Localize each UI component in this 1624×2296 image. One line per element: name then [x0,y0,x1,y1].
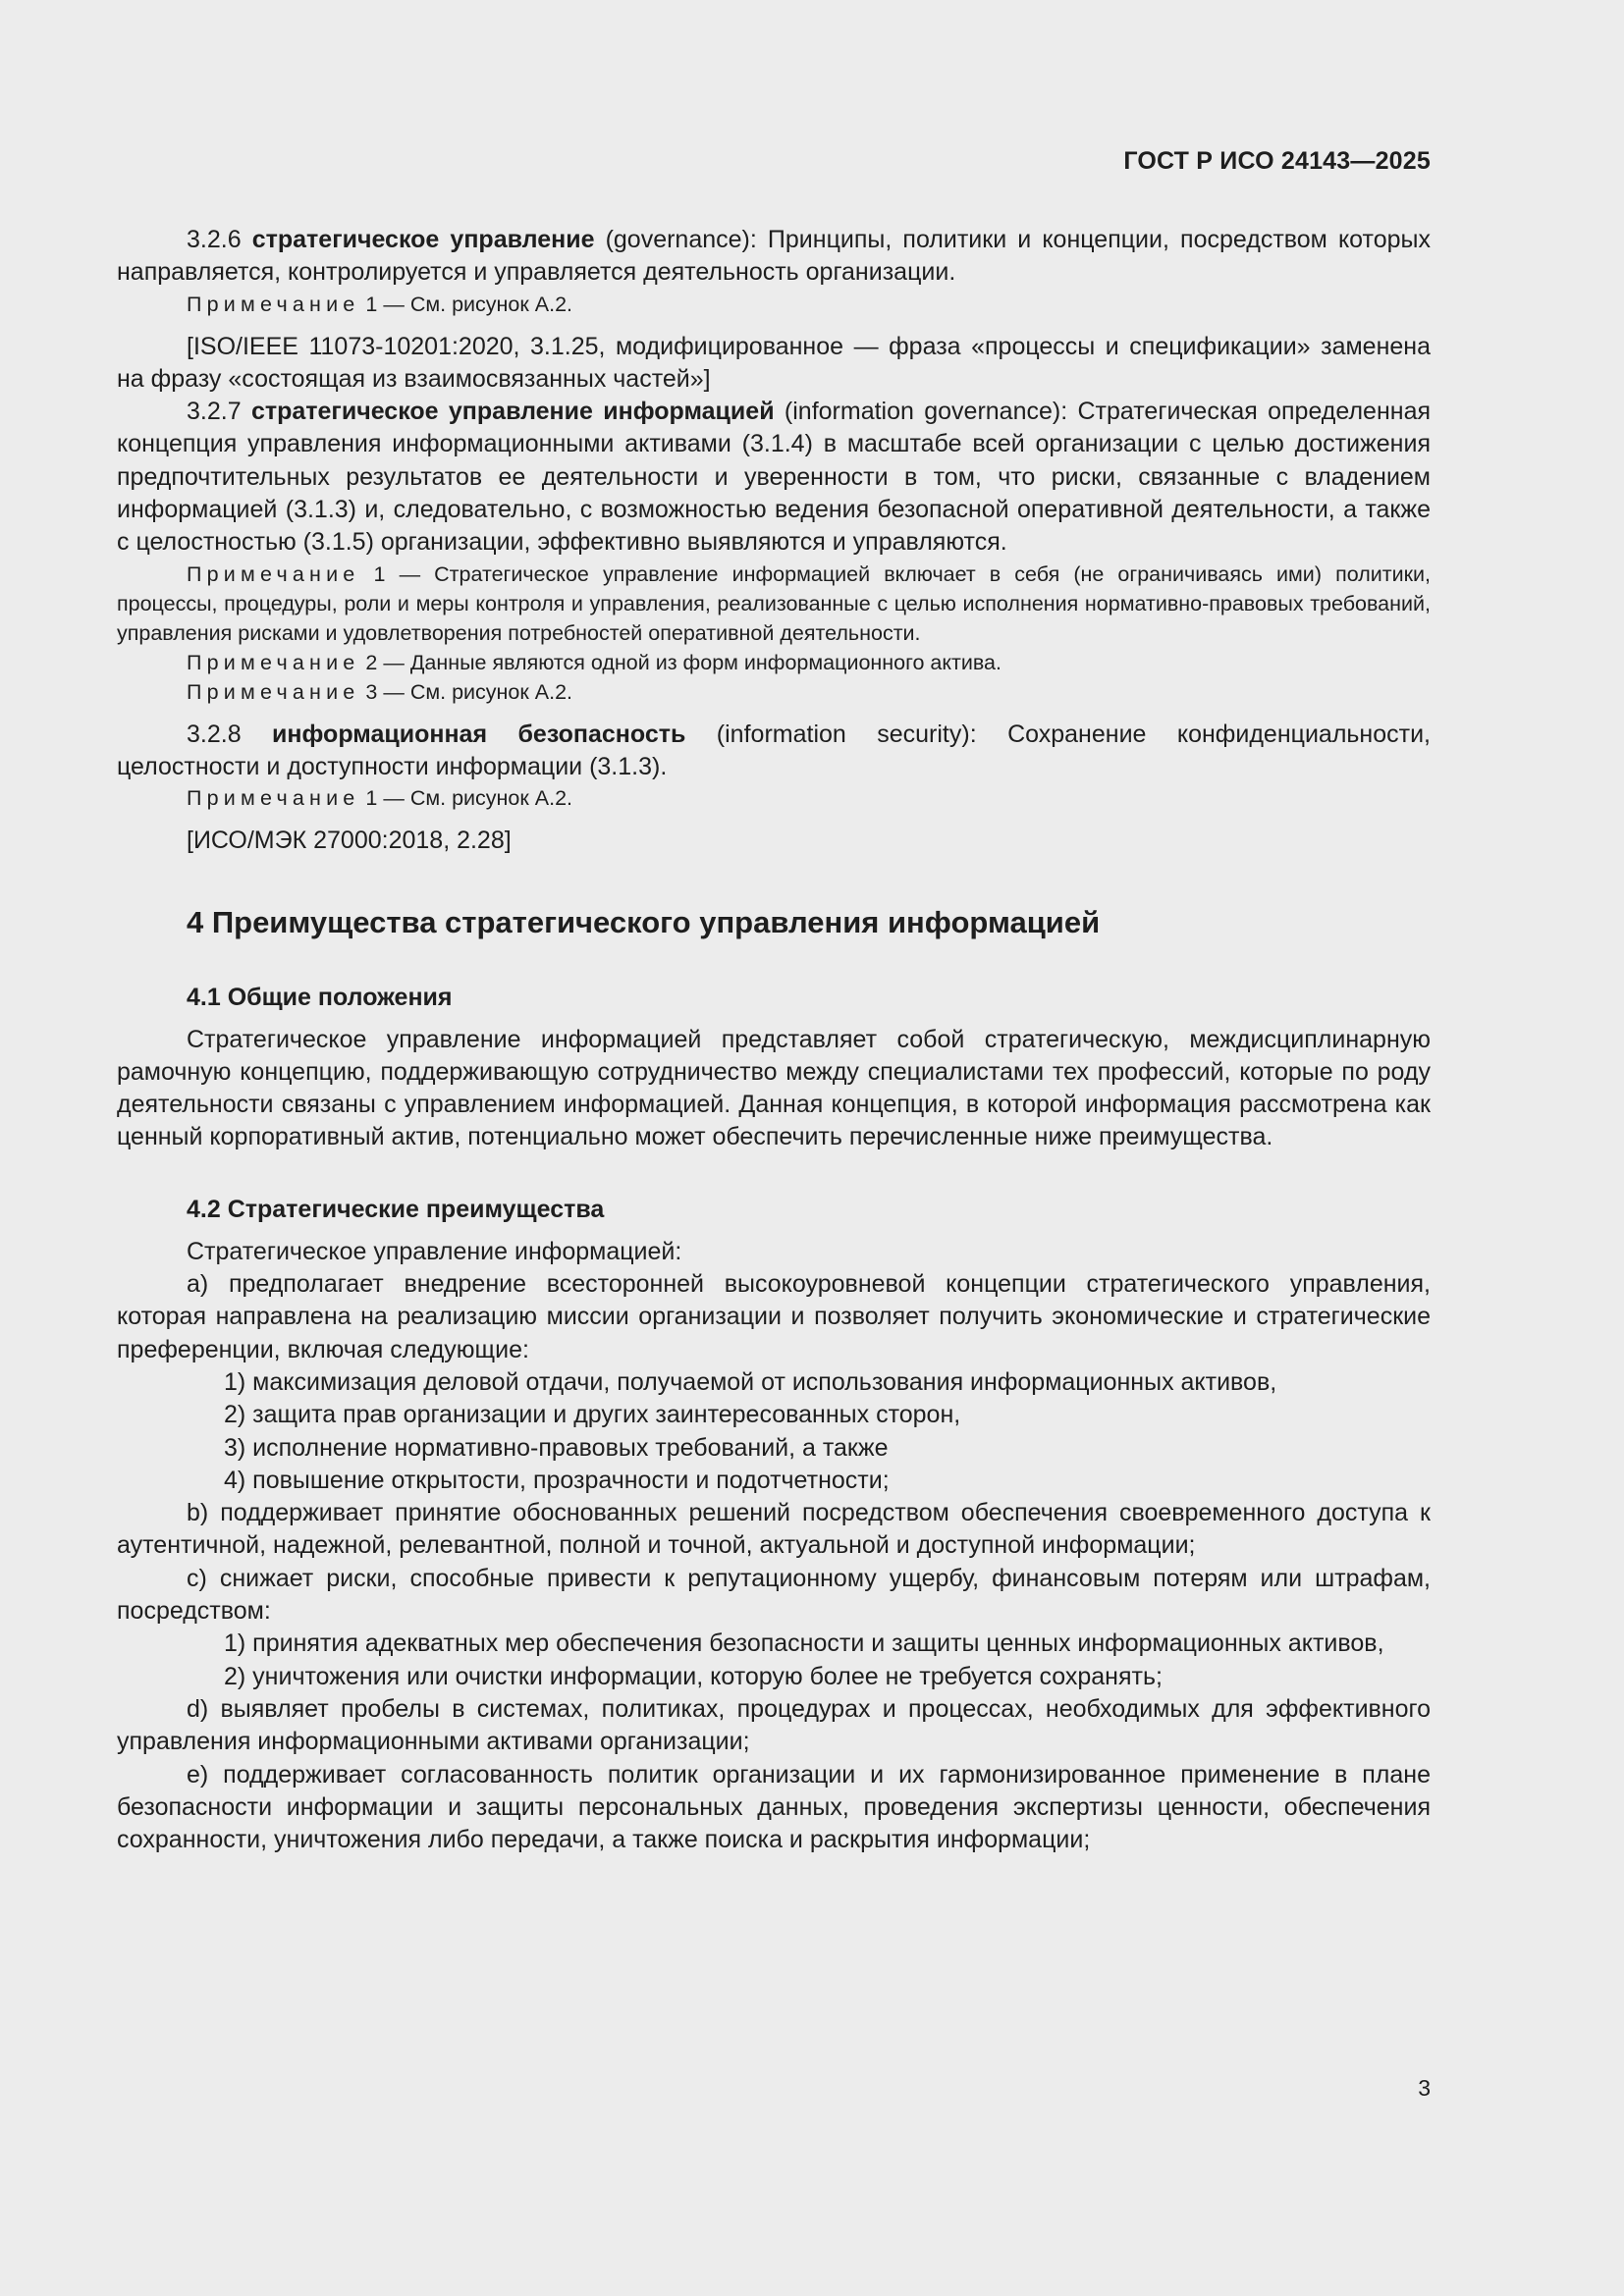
note-3-2-7-2 [117,648,1431,677]
note-text: 2 — Данные являются одной из форм информационного актива. [359,650,1001,674]
note-text: 1 — Стратегическое управление информацией включает в себя (не ограничиваясь ими) политики, процессы, процедуры, роли и меры контроля и управления, реализованные с целью исполнения нормативно-правовых требований, управления рисками и удовлетворения потребностей оперативной деятельности. [117,561,1431,645]
note-text: 1 — См. рисунок А.2. [359,292,573,316]
note-3-2-7-3 [117,677,1431,707]
section-4-1-heading: 4.1 Общие положения [187,983,453,1011]
list-item-a1: 1) максимизация деловой отдачи, получаемой от использования информационных активов, [224,1367,1277,1396]
note-3-2-7-1 [117,560,1431,648]
document-number-header: ГОСТ Р ИСО 24143—2025 [1123,147,1431,175]
page-content [117,224,1431,1856]
term-name: стратегическое управление [251,226,595,253]
note-text: 3 — См. рисунок А.2. [359,679,573,704]
list-item-d: d) выявляет пробелы в системах, политиках, процедурах и процессах, необходимых для эффективного управления информационными активами организации; [117,1694,1431,1756]
section-4-2-intro: Стратегическое управление информацией: [187,1237,682,1265]
term-number: 3.2.7 [187,398,242,426]
list-item-c: c) снижает риски, способные привести к репутационному ущербу, финансовым потерям или штрафам, посредством: [117,1564,1431,1626]
note-label: Примечание [187,292,360,316]
list-item-c2: 2) уничтожения или очистки информации, которую более не требуется сохранять; [224,1662,1163,1690]
list-item-a3: 3) исполнение нормативно-правовых требований, а также [224,1433,889,1462]
term-3-2-6 [117,224,1431,290]
note-label: Примечание [187,650,360,674]
term-definition: (information security): Сохранение конфиденциальности, целостности и доступности информации (3.1.3). [117,720,1432,780]
note-3-2-8 [117,783,1431,813]
list-item-e: e) поддерживает согласованность политик организации и их гармонизированное применение в плане безопасности информации и защиты персональных данных, проведения экспертизы ценности, обеспечения сохранности, уничтожения либо передачи, а также поиска и раскрытия информации; [117,1760,1431,1854]
reference-3-2-6: [ISO/IEEE 11073-10201:2020, 3.1.25, модифицированное — фраза «процессы и спецификации» заменена на фразу «состоящая из взаимосвязанных частей»] [117,332,1431,393]
note-3-2-6 [117,290,1431,319]
reference-3-2-8: [ИСО/МЭК 27000:2018, 2.28] [187,827,512,855]
list-item-a4: 4) повышение открытости, прозрачности и подотчетности; [224,1466,890,1494]
list-item-c1: 1) принятия адекватных мер обеспечения безопасности и защиты ценных информационных активов, [224,1629,1384,1658]
section-4-1-text: Стратегическое управление информацией представляет собой стратегическую, междисциплинарную рамочную концепцию, поддерживающую сотрудничество между специалистами тех профессий, которые по роду деятельности связаны с управлением информацией. Данная концепция, в которой информация рассмотрена как ценный корпоративный актив, потенциально может обеспечить перечисленные ниже преимущества. [117,1025,1431,1151]
page-number: 3 [1418,2075,1431,2101]
section-4-heading: 4 Преимущества стратегического управления информацией [187,904,1101,939]
term-number: 3.2.8 [187,720,242,748]
note-label: Примечание [187,786,360,811]
note-label: Примечание [187,679,360,704]
section-4-2-heading: 4.2 Стратегические преимущества [187,1195,605,1223]
list-item-a2: 2) защита прав организации и других заинтересованных сторон, [224,1401,961,1429]
note-label: Примечание [187,561,360,586]
list-item-b: b) поддерживает принятие обоснованных решений посредством обеспечения своевременного доступа к аутентичной, надежной, релевантной, полной и точной, актуальной и доступной информации; [117,1499,1431,1560]
term-definition: (information governance): Стратегическая определенная концепция управления информационными активами (3.1.4) в масштабе всей организации с целью достижения предпочтительных результатов ее деятельности и уверенности в том, что риски, связанные с владением информацией (3.1.3) и, следовательно, с возможностью ведения безопасной оперативной деятельности, а также с целостностью (3.1.5) организации, эффективно выявляются и управляются. [117,398,1432,557]
list-item-a: a) предполагает внедрение всесторонней высокоуровневой концепции стратегического управления, которая направлена на реализацию миссии организации и позволяет получить экономические и стратегические преференции, включая следующие: [117,1270,1431,1363]
note-text: 1 — См. рисунок А.2. [359,786,573,811]
term-3-2-8 [117,719,1431,784]
term-name: стратегическое управление информацией [250,398,775,426]
term-name: информационная безопасность [272,720,686,748]
term-definition: (governance): Принципы, политики и концепции, посредством которых направляется, контролируется и управляется деятельность организации. [117,226,1431,287]
term-3-2-7 [117,396,1431,559]
term-number: 3.2.6 [187,226,242,253]
